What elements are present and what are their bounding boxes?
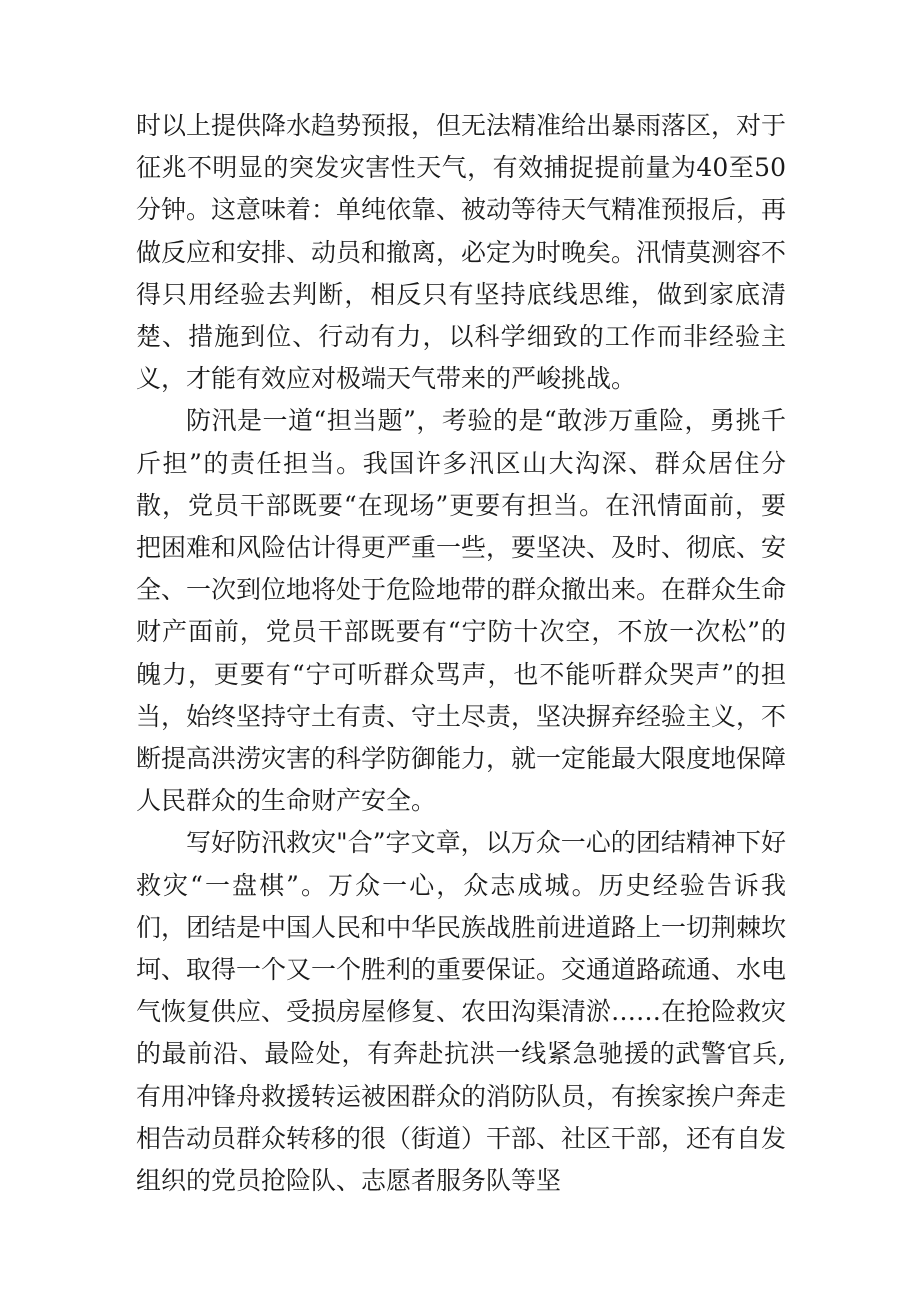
document-body xyxy=(136,105,786,1202)
paragraph-continuation: 时以上提供降水趋势预报，但无法精准给出暴雨落区，对于征兆不明显的突发灾害性天气，有效捕捉提前量为40至50分钟。这意味着：单纯依靠、被动等待天气精准预报后，再做反应和安排、动员和撤离，必定为时晚矣。汛情莫测容不得只用经验去判断，相反只有坚持底线思维，做到家底清楚、措施到位、行动有力，以科学细致的工作而非经验主义，才能有效应对极端天气带来的严峻挑战。 xyxy=(136,111,787,394)
paragraph-unity-relief: 写好防汛救灾"合”字文章，以万众一心的团结精神下好救灾“一盘棋”。万众一心，众志成城。历史经验告诉我们，团结是中国人民和中华民族战胜前进道路上一切荆棘坎坷、取得一个又一个胜利的重要保证。交通道路疏通、水电气恢复供应、受损房屋修复、农田沟渠清淤……在抢险救灾的最前沿、最险处，有奔赴抗洪一线紧急驰援的武警官兵,有用冲锋舟救援转运被困群众的消防队员，有挨家挨户奔走相告动员群众转移的很（街道）干部、社区干部，还有自发组织的党员抢险队、志愿者服务队等坚 xyxy=(136,828,787,1196)
paragraph-flood-responsibility: 防汛是一道“担当题”，考验的是“敢涉万重险，勇挑千斤担”的责任担当。我国许多汛区山大沟深、群众居住分散，党员干部既要“在现场”更要有担当。在汛情面前，要把困难和风险估计得更严重一些，要坚决、及时、彻底、安全、一次到位地将处于危险地带的群众撤出来。在群众生命财产面前，党员干部既要有“宁防十次空，不放一次松”的魄力，更要有“宁可听群众骂声，也不能听群众哭声”的担当，始终坚持守土有责、守土尽责，坚决摒弃经验主义，不断提高洪涝灾害的科学防御能力，就一定能最大限度地保障人民群众的生命财产安全。 xyxy=(136,406,787,816)
